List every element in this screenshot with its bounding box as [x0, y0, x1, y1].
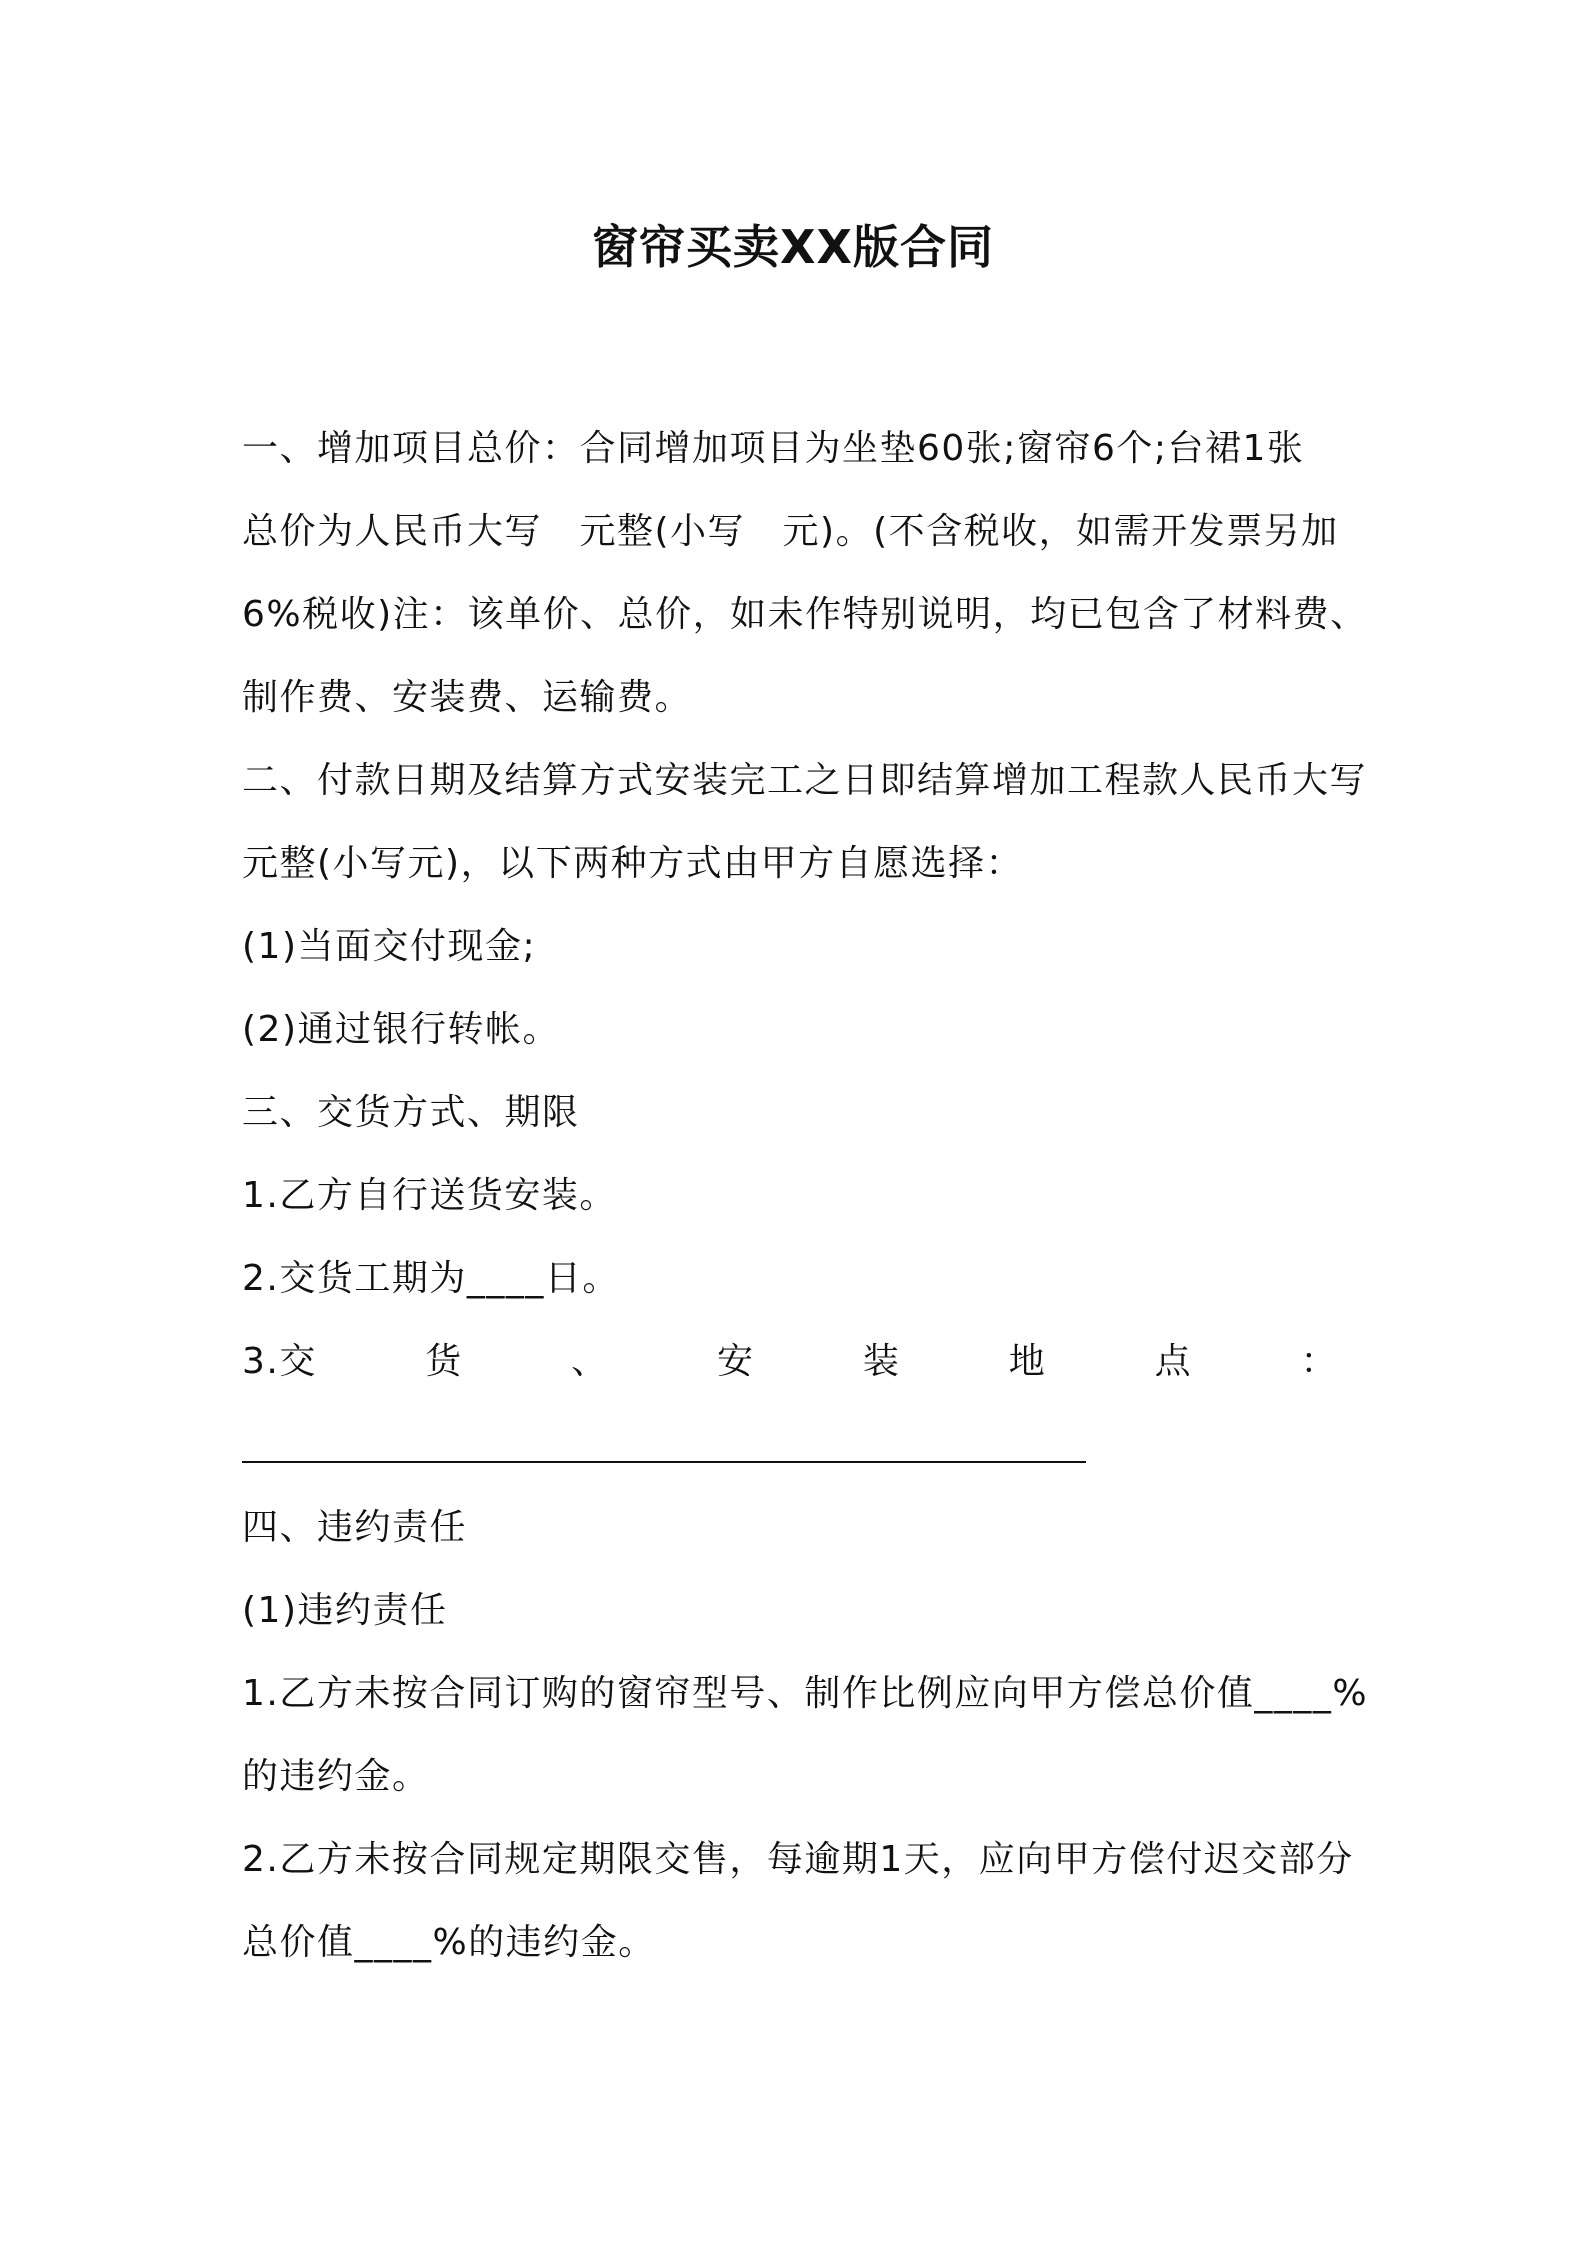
section-heading: 四、违约责任: [242, 1507, 468, 1548]
spread-char: 3.交: [242, 1341, 317, 1382]
text-line: 的违约金。: [242, 1756, 430, 1797]
text-line: 1.乙方未按合同订购的窗帘型号、制作比例应向甲方偿总价值____%: [242, 1673, 1369, 1714]
text-line: 制作费、安装费、运输费。: [242, 677, 693, 718]
spread-char: 安: [716, 1341, 755, 1382]
text-line: 总价为人民币大写 元整(小写 元)。(不含税收，如需开发票另加: [242, 511, 1339, 552]
blank-fill-line: [242, 1403, 1354, 1486]
spread-char: 点: [1154, 1341, 1193, 1382]
text-line: (2)通过银行转帐。: [242, 1009, 560, 1050]
text-line: 元整(小写元)，以下两种方式由甲方自愿选择：: [242, 843, 1024, 884]
text-line: 2.交货工期为____日。: [242, 1258, 620, 1299]
contract-body: [242, 407, 1369, 1984]
delivery-location-line: [242, 1320, 1338, 1403]
text-line: 6%税收)注：该单价、总价，如未作特别说明，均已包含了材料费、: [242, 594, 1368, 635]
underline-rule: [242, 1461, 1086, 1463]
spread-char: 装: [862, 1341, 901, 1382]
spread-char: ：: [1300, 1341, 1338, 1382]
spread-char: 地: [1008, 1341, 1047, 1382]
text-line: 2.乙方未按合同规定期限交售，每逾期1天，应向甲方偿付迟交部分: [242, 1839, 1354, 1880]
page-title: 窗帘买卖XX版合同: [592, 220, 994, 274]
spread-char: 货: [425, 1341, 463, 1382]
text-line: 一、增加项目总价：合同增加项目为坐垫60张;窗帘6个;台裙1张: [242, 428, 1305, 469]
text-line: (1)违约责任: [242, 1590, 448, 1631]
text-line: 1.乙方自行送货安装。: [242, 1175, 617, 1216]
text-line: (1)当面交付现金;: [242, 926, 537, 967]
section-heading: 三、交货方式、期限: [242, 1092, 580, 1133]
text-line: 二、付款日期及结算方式安装完工之日即结算增加工程款人民币大写: [242, 760, 1368, 801]
spread-char: 、: [571, 1341, 609, 1382]
text-line: 总价值____%的违约金。: [242, 1922, 656, 1963]
